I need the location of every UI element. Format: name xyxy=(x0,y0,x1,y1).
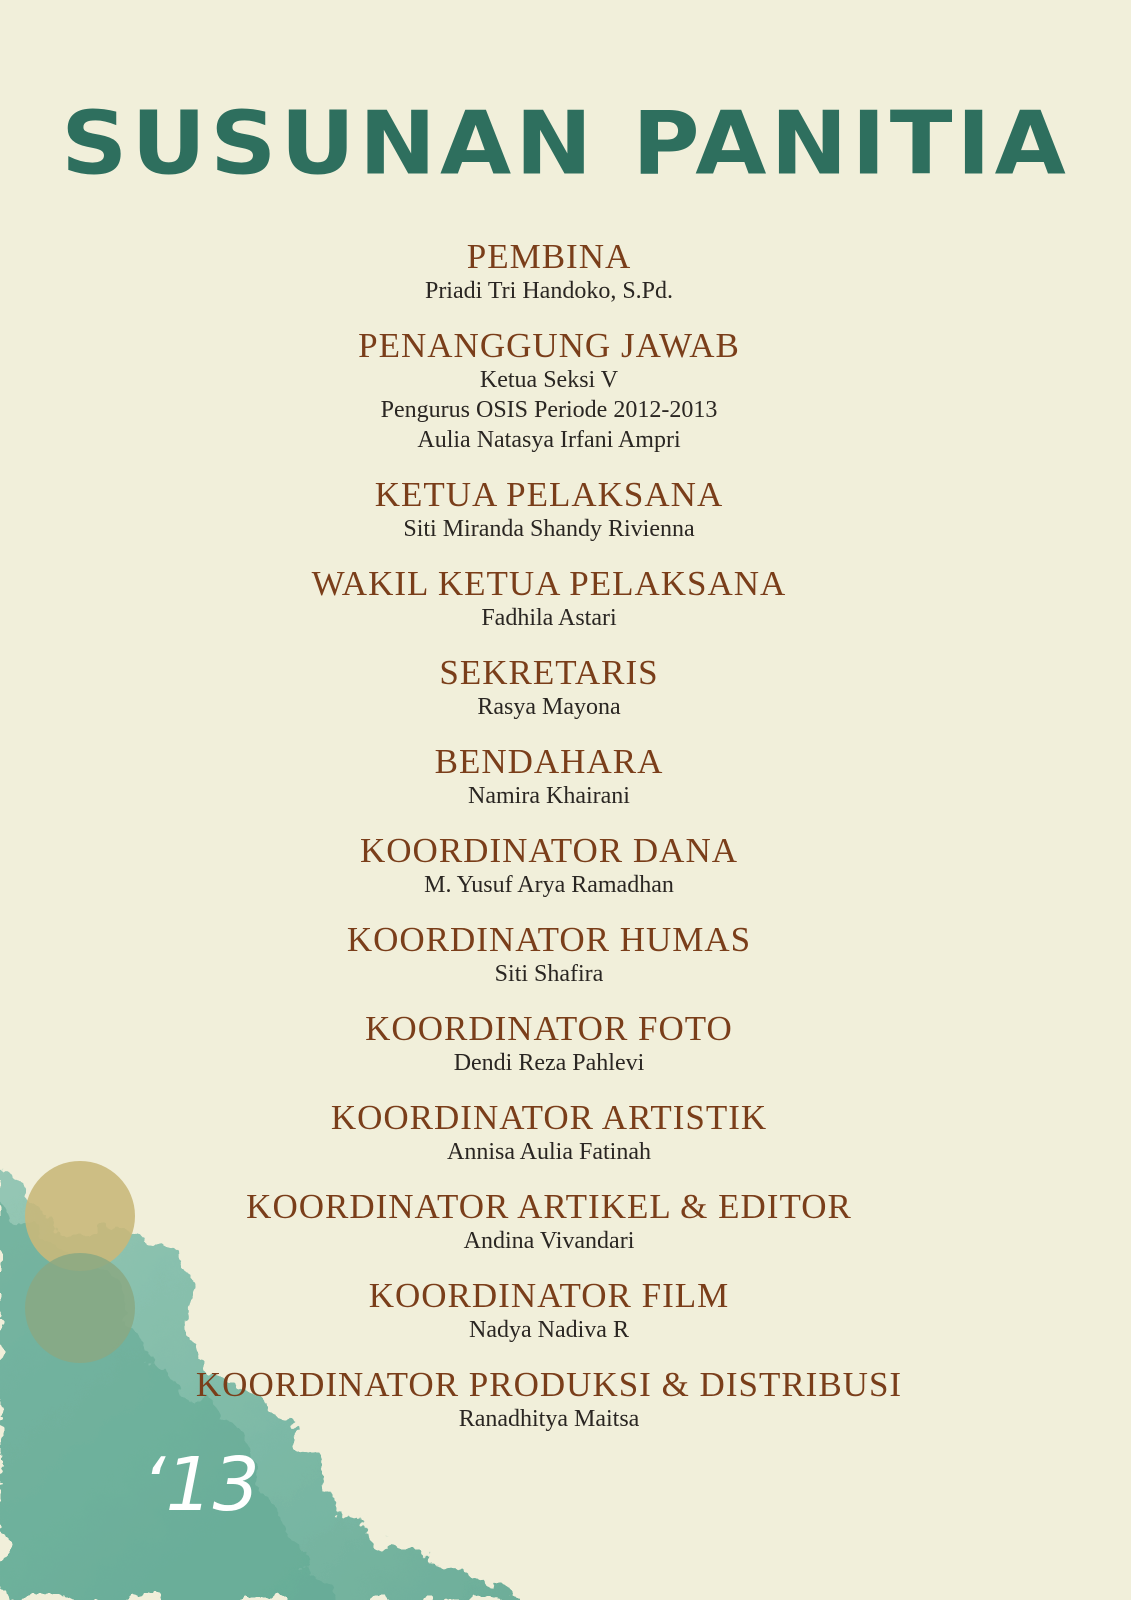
member-name: Rasya Mayona xyxy=(477,694,621,720)
member-name: Nadya Nadiva R xyxy=(469,1317,629,1343)
role-title: KETUA PELAKSANA xyxy=(374,475,724,514)
role-title: KOORDINATOR FOTO xyxy=(365,1009,733,1048)
role-title: PENANGGUNG JAWAB xyxy=(358,326,740,365)
role-title: KOORDINATOR HUMAS xyxy=(346,920,752,959)
role-title: SEKRETARIS xyxy=(439,653,659,692)
section-penanggung-jawab xyxy=(0,327,1098,455)
role-title: KOORDINATOR ARTIKEL & EDITOR xyxy=(246,1187,852,1226)
section-koordinator-humas xyxy=(0,921,1098,989)
member-name: Pengurus OSIS Periode 2012-2013 xyxy=(380,397,718,423)
member-name: M. Yusuf Arya Ramadhan xyxy=(424,872,674,898)
member-name: Dendi Reza Pahlevi xyxy=(453,1050,645,1076)
member-name: Ketua Seksi V xyxy=(479,367,619,393)
member-name: Priadi Tri Handoko, S.Pd. xyxy=(424,278,674,304)
section-koordinator-artikel-editor xyxy=(0,1188,1098,1256)
member-name: Fadhila Astari xyxy=(481,605,617,631)
member-name: Ranadhitya Maitsa xyxy=(458,1406,640,1432)
section-koordinator-artistik xyxy=(0,1099,1098,1167)
section-ketua-pelaksana xyxy=(0,476,1098,544)
member-name: Annisa Aulia Fatinah xyxy=(447,1139,651,1165)
section-koordinator-film xyxy=(0,1277,1098,1345)
member-name: Siti Shafira xyxy=(494,961,604,987)
role-title: KOORDINATOR FILM xyxy=(368,1276,730,1315)
page-title: SUSUNAN PANITIA xyxy=(61,92,1070,195)
committee-roster xyxy=(0,238,1098,1434)
role-title: WAKIL KETUA PELAKSANA xyxy=(311,564,787,603)
role-title: PEMBINA xyxy=(466,237,632,276)
section-wakil-ketua-pelaksana xyxy=(0,565,1098,633)
member-name: Aulia Natasya Irfani Ampri xyxy=(417,427,681,453)
section-sekretaris xyxy=(0,654,1098,722)
section-koordinator-dana xyxy=(0,832,1098,900)
role-title: KOORDINATOR ARTISTIK xyxy=(330,1098,768,1137)
role-title: KOORDINATOR PRODUKSI & DISTRIBUSI xyxy=(195,1365,903,1404)
member-name: Namira Khairani xyxy=(468,783,630,809)
member-name: Siti Miranda Shandy Rivienna xyxy=(403,516,695,542)
member-name: Andina Vivandari xyxy=(463,1228,635,1254)
section-koordinator-foto xyxy=(0,1010,1098,1078)
section-koordinator-produksi-distribusi xyxy=(0,1366,1098,1434)
year-mark: ‘13 xyxy=(142,1442,260,1528)
section-bendahara xyxy=(0,743,1098,811)
role-title: KOORDINATOR DANA xyxy=(360,831,738,870)
section-pembina xyxy=(0,238,1098,306)
role-title: BENDAHARA xyxy=(434,742,664,781)
